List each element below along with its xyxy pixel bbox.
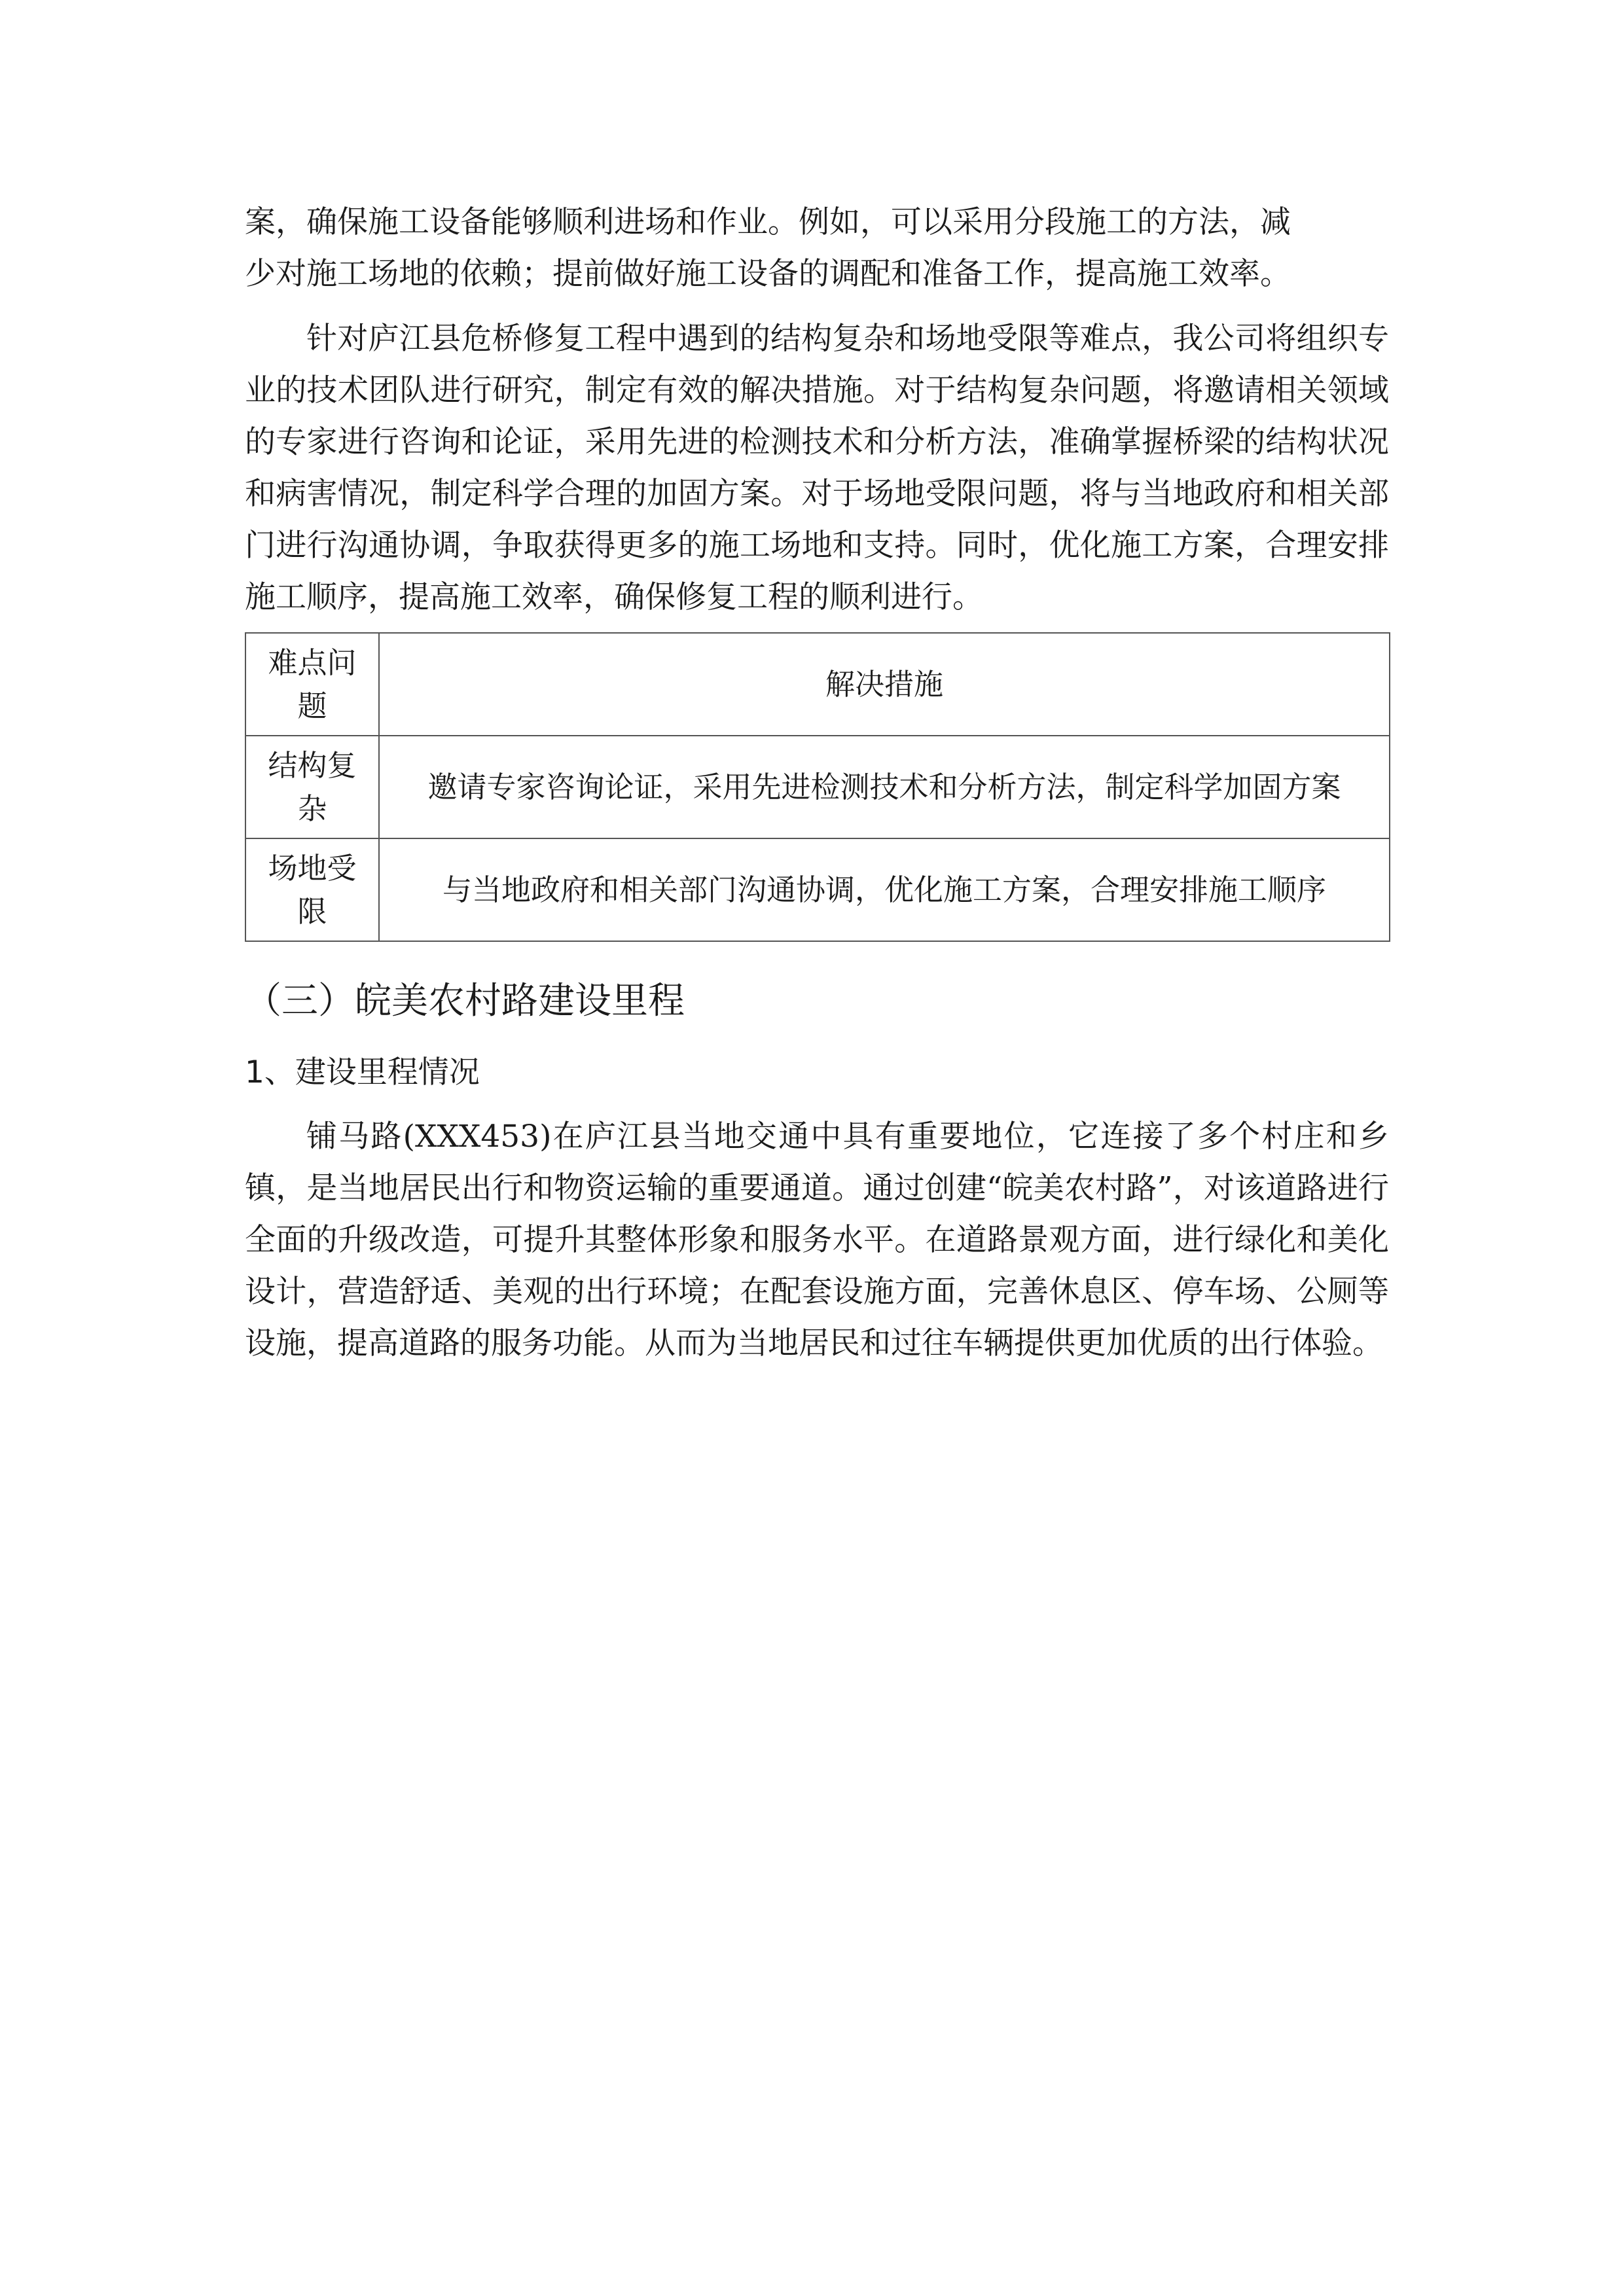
section-heading: （三）皖美农村路建设里程: [245, 980, 685, 1022]
mileage-paragraph: 铺马路(XXX453)在庐江县当地交通中具有重要地位，它连接了多个村庄和乡镇，是当地居民出行和物资运输的重要通道。通过创建“皖美农村路”，对该道路进行全面的升级改造，可提升其整体形象和服务水平。在道路景观方面，进行绿化和美化设计，营造舒适、美观的出行环境；在配套设施方面，完善休息区、停车场、公厕等设施，提高道路的服务功能。从而为当地居民和过往车辆提供更加优质的出行体验。: [245, 1119, 1389, 1361]
table-cell-measure: 与当地政府和相关部门沟通协调，优化施工方案，合理安排施工顺序: [379, 838, 1390, 941]
difficulty-solution-table: [245, 632, 1390, 942]
table-cell-issue: 场地受限: [245, 838, 379, 941]
document-page: [245, 196, 1389, 1369]
table-header-row: [245, 633, 1390, 736]
intro-line-1: 案，确保施工设备能够顺利进场和作业。例如，可以采用分段施工的方法，减: [245, 204, 1291, 240]
intro-line-2: 少对施工场地的依赖；提前做好施工设备的调配和准备工作，提高施工效率。: [245, 256, 1291, 292]
intro-paragraph: [245, 196, 1389, 300]
table-row: [245, 736, 1390, 838]
table-header-cell: 难点问题: [245, 633, 379, 736]
table-cell-issue: 结构复杂: [245, 736, 379, 838]
table-row: [245, 838, 1390, 941]
subsection-heading: 1、建设里程情况: [245, 1054, 480, 1090]
table-header-cell: 解决措施: [379, 633, 1390, 736]
solution-paragraph: 针对庐江县危桥修复工程中遇到的结构复杂和场地受限等难点，我公司将组织专业的技术团队进行研究，制定有效的解决措施。对于结构复杂问题，将邀请相关领域的专家进行咨询和论证，采用先进的检测技术和分析方法，准确掌握桥梁的结构状况和病害情况，制定科学合理的加固方案。对于场地受限问题，将与当地政府和相关部门进行沟通协调，争取获得更多的施工场地和支持。同时，优化施工方案，合理安排施工顺序，提高施工效率，确保修复工程的顺利进行。: [245, 321, 1389, 615]
table-cell-measure: 邀请专家咨询论证，采用先进检测技术和分析方法，制定科学加固方案: [379, 736, 1390, 838]
